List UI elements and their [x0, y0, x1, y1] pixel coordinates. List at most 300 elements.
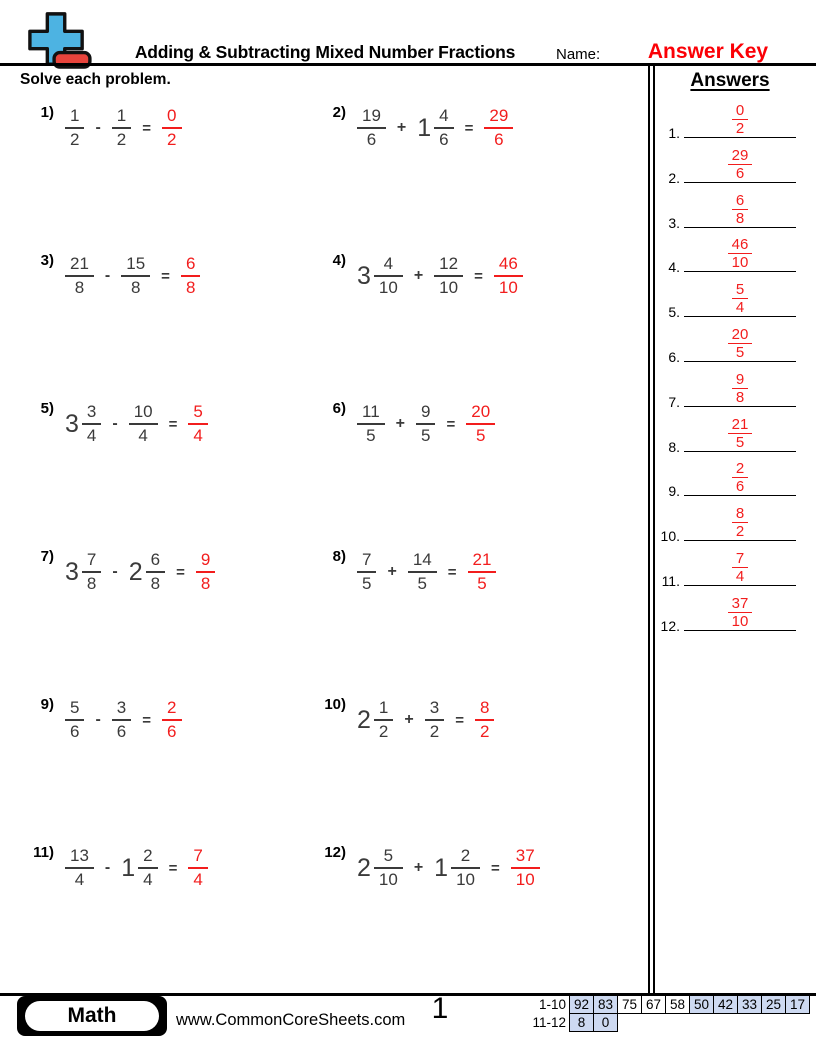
answer-fraction [728, 327, 753, 360]
fraction-term [65, 107, 84, 149]
fraction-numerator: 3 [116, 698, 127, 718]
operator-sign: + [396, 119, 407, 136]
fraction-denominator: 10 [728, 253, 753, 270]
fraction-numerator: 9 [421, 402, 431, 422]
whole-number: 3 [65, 409, 79, 438]
equals-sign: = [446, 415, 456, 433]
fraction-numerator: 29 [489, 106, 509, 126]
answer-fraction-wrap [684, 596, 796, 629]
fraction [374, 847, 403, 889]
fraction [408, 551, 437, 593]
fraction-denominator: 8 [196, 571, 215, 593]
answer-number: 12. [660, 617, 680, 634]
answer-fraction [732, 193, 748, 226]
grade-cell: 33 [737, 995, 762, 1014]
answer-fraction [732, 506, 748, 539]
answer-blank-line [684, 182, 796, 183]
answer-item [656, 324, 800, 365]
fraction-numerator: 21 [472, 550, 492, 570]
answer-fraction-wrap [684, 372, 796, 405]
problem [26, 100, 182, 156]
fraction-numerator: 10 [133, 402, 153, 422]
fraction [65, 699, 84, 741]
answer-number: 10. [660, 528, 680, 545]
fraction [138, 847, 157, 889]
answer-fraction-wrap [684, 551, 796, 584]
fraction-numerator: 7 [193, 846, 203, 866]
answer-fraction-wrap [684, 148, 796, 181]
grade-cell: 8 [569, 1013, 594, 1032]
fraction-denominator: 6 [732, 477, 748, 494]
whole-number: 3 [357, 261, 371, 290]
answer-fraction [732, 282, 748, 315]
problem [26, 840, 208, 896]
grade-cell: 42 [713, 995, 738, 1014]
answer-blank-line [684, 451, 796, 452]
fraction-numerator: 1 [116, 106, 127, 126]
fraction-numerator: 4 [439, 106, 449, 126]
fraction-numerator: 14 [412, 550, 432, 570]
problem-number: 4) [332, 252, 346, 269]
fraction-denominator: 8 [146, 571, 165, 593]
fraction-denominator: 4 [732, 298, 748, 315]
problem-number: 6) [332, 400, 346, 417]
fraction [357, 403, 385, 445]
fraction-numerator: 5 [383, 846, 394, 866]
operator-sign: + [413, 267, 424, 284]
fraction-denominator: 8 [732, 388, 748, 405]
fraction-term [408, 551, 437, 593]
fraction-numerator: 2 [460, 846, 471, 866]
name-label: Name: [556, 46, 601, 63]
problem [318, 100, 513, 156]
answer-fraction-wrap [684, 461, 796, 494]
fraction [374, 255, 403, 297]
answer-item [656, 100, 800, 141]
fraction-numerator: 2 [143, 846, 153, 866]
page-title: Adding & Subtracting Mixed Number Fractions [134, 42, 516, 62]
fraction-numerator: 2 [167, 698, 177, 718]
equals-sign: = [474, 267, 483, 285]
fraction-denominator: 5 [357, 571, 376, 593]
answer-number: 4. [668, 259, 680, 276]
equals-sign: = [464, 119, 474, 137]
grade-cell: 17 [785, 995, 810, 1014]
answer-fraction [188, 847, 207, 889]
fraction [357, 107, 386, 149]
instructions-text: Solve each problem. [20, 71, 171, 88]
answer-blank-line [684, 316, 796, 317]
fraction-denominator: 5 [728, 343, 753, 360]
answer-number: 3. [668, 214, 680, 231]
grade-cell: 92 [569, 995, 594, 1014]
answer-blank-line [684, 361, 796, 362]
grade-cell: 0 [593, 1013, 618, 1032]
fraction-numerator: 6 [185, 254, 196, 274]
fraction-denominator: 10 [511, 867, 540, 889]
fraction-numerator: 21 [70, 254, 89, 274]
fraction-numerator: 0 [167, 106, 177, 126]
answer-number: 7. [668, 393, 680, 410]
answer-fraction [181, 255, 200, 297]
fraction-numerator: 8 [735, 505, 745, 523]
answer-item [656, 279, 800, 321]
fraction-denominator: 4 [138, 867, 157, 889]
fraction-denominator: 4 [188, 867, 207, 889]
equals-sign: = [447, 563, 457, 581]
fraction [129, 403, 158, 445]
fraction-denominator: 8 [181, 275, 200, 297]
equals-sign: = [161, 267, 170, 285]
answer-fraction [188, 403, 207, 445]
fraction-denominator: 2 [374, 719, 393, 741]
answer-fraction [484, 107, 513, 149]
problem-number: 9) [40, 696, 54, 713]
fraction-denominator: 5 [468, 571, 497, 593]
grading-table [530, 995, 810, 1032]
fraction-numerator: 37 [731, 594, 749, 612]
fraction-numerator: 37 [515, 846, 535, 866]
fraction-denominator: 6 [434, 127, 453, 149]
problem-number: 12) [324, 844, 346, 861]
fraction-numerator: 3 [429, 698, 440, 718]
fraction-term [357, 403, 385, 445]
grade-cell: 25 [761, 995, 786, 1014]
answer-fraction [732, 103, 748, 136]
problem-number: 8) [332, 548, 346, 565]
fraction-term [434, 255, 463, 297]
operator-sign: - [95, 119, 101, 136]
fraction-denominator: 6 [728, 164, 753, 181]
answer-fraction-wrap [684, 103, 796, 136]
answer-fraction [468, 551, 497, 593]
operator-sign: - [112, 415, 118, 432]
problem-number: 7) [40, 548, 54, 565]
answers-panel-divider [648, 63, 655, 993]
grade-row [530, 1013, 810, 1032]
fraction-denominator: 6 [112, 719, 131, 741]
answer-fraction [728, 148, 753, 181]
answer-number: 6. [668, 349, 680, 365]
fraction [374, 699, 393, 741]
answer-fraction [732, 372, 748, 405]
fraction-term [121, 847, 157, 889]
operator-sign: + [387, 563, 397, 580]
fraction-denominator: 10 [494, 275, 523, 297]
fraction-term [357, 847, 403, 889]
fraction-numerator: 4 [383, 254, 394, 274]
operator-sign: - [95, 711, 101, 728]
answer-fraction-wrap [684, 193, 796, 226]
fraction-numerator: 7 [735, 550, 745, 567]
fraction-denominator: 2 [732, 119, 748, 136]
answer-blank-line [684, 585, 796, 586]
equals-sign: = [168, 415, 178, 433]
page-number: 1 [431, 992, 449, 1025]
fraction-denominator: 10 [728, 612, 753, 629]
operator-sign: - [104, 267, 111, 284]
fraction-numerator: 19 [362, 106, 381, 126]
answer-item [656, 190, 800, 231]
fraction-denominator: 2 [65, 127, 84, 149]
answer-fraction [732, 551, 748, 584]
fraction-denominator: 4 [65, 867, 94, 889]
problem-number: 2) [332, 104, 346, 121]
fraction-numerator: 6 [735, 191, 745, 209]
answer-fraction [511, 847, 540, 889]
answer-blank-line [684, 271, 796, 272]
problem [26, 692, 182, 748]
fraction-denominator: 4 [188, 423, 207, 445]
answer-blank-line [684, 495, 796, 496]
grade-cell: 83 [593, 995, 618, 1014]
equals-sign: = [142, 711, 152, 729]
fraction-term [357, 255, 403, 297]
answer-blank-line [684, 630, 796, 631]
fraction-term [112, 699, 131, 741]
fraction-denominator: 8 [82, 571, 101, 593]
answer-blank-line [684, 406, 796, 407]
whole-number: 1 [434, 853, 449, 882]
fraction-numerator: 12 [439, 254, 459, 274]
answer-item [656, 234, 800, 276]
fraction-term [112, 107, 131, 149]
fraction-term [65, 551, 101, 593]
problem-number: 11) [33, 844, 54, 861]
answer-number: 1. [668, 125, 680, 141]
answer-fraction [728, 596, 753, 629]
fraction-term [357, 699, 393, 741]
fraction-denominator: 6 [357, 127, 386, 149]
fraction-denominator: 2 [425, 719, 444, 741]
problem [318, 692, 494, 748]
problem [26, 248, 200, 304]
operator-sign: + [413, 859, 424, 876]
fraction-denominator: 2 [732, 522, 748, 539]
fraction-numerator: 1 [70, 106, 80, 126]
fraction [416, 403, 435, 445]
subject-badge-label: Math [25, 1001, 159, 1031]
fraction-term [65, 403, 101, 445]
fraction [121, 255, 150, 297]
grade-row-label: 1-10 [538, 997, 566, 1012]
equals-sign: = [142, 119, 152, 137]
fraction-numerator: 5 [193, 402, 203, 422]
fraction-term [129, 551, 165, 593]
answer-number: 2. [668, 169, 680, 186]
problem [318, 396, 495, 452]
whole-number: 2 [128, 557, 143, 586]
fraction-denominator: 10 [374, 275, 403, 297]
answer-item [656, 369, 800, 410]
fraction-numerator: 9 [200, 550, 211, 570]
answer-blank-line [684, 137, 796, 138]
fraction [112, 699, 131, 741]
answer-item [656, 414, 800, 455]
equals-sign: = [176, 563, 185, 581]
fraction-denominator: 6 [65, 719, 84, 741]
fraction-denominator: 10 [451, 867, 480, 889]
problem-number: 10) [324, 696, 346, 713]
answer-item [656, 145, 800, 186]
fraction-numerator: 46 [498, 254, 518, 274]
header-divider [0, 63, 816, 66]
fraction-term [434, 847, 480, 889]
fraction-denominator: 6 [484, 127, 513, 149]
fraction-term [65, 847, 94, 889]
fraction-denominator: 4 [129, 423, 158, 445]
operator-sign: - [104, 859, 111, 876]
fraction [451, 847, 480, 889]
answer-number: 11. [661, 573, 680, 589]
problem [26, 396, 208, 452]
fraction-numerator: 20 [471, 402, 491, 422]
answer-fraction [732, 461, 748, 494]
problem-number: 1) [40, 104, 54, 121]
grade-cell: 50 [689, 995, 714, 1014]
fraction [357, 551, 376, 593]
fraction-numerator: 21 [731, 415, 749, 433]
fraction-term [416, 403, 435, 445]
fraction-denominator: 2 [162, 127, 181, 149]
answer-number: 5. [668, 304, 680, 321]
operator-sign: + [404, 711, 414, 728]
fraction-term [65, 255, 94, 297]
fraction-numerator: 2 [735, 460, 745, 478]
answer-fraction [196, 551, 215, 593]
answer-fraction-wrap [684, 506, 796, 539]
answers-title: Answers [690, 70, 770, 91]
fraction-numerator: 5 [735, 281, 745, 299]
whole-number: 1 [121, 853, 136, 882]
operator-sign: - [112, 563, 118, 580]
subject-badge [17, 996, 167, 1036]
answer-fraction [162, 699, 181, 741]
answer-number: 8. [668, 438, 680, 455]
answer-fraction [728, 237, 753, 270]
grade-cell: 67 [641, 995, 666, 1014]
fraction-term [65, 699, 84, 741]
fraction-denominator: 8 [65, 275, 94, 297]
answer-fraction-wrap [684, 237, 796, 270]
fraction-numerator: 7 [362, 550, 372, 570]
whole-number: 3 [65, 557, 79, 586]
problem [26, 544, 215, 600]
answer-item [656, 593, 800, 634]
fraction-denominator: 5 [408, 571, 437, 593]
fraction [65, 255, 94, 297]
fraction [146, 551, 165, 593]
fraction-term [357, 551, 376, 593]
grade-row-label: 11-12 [532, 1015, 566, 1030]
answer-blank-line [684, 227, 796, 228]
fraction-denominator: 6 [162, 719, 181, 741]
fraction-denominator: 4 [732, 567, 748, 584]
fraction-denominator: 2 [112, 127, 131, 149]
grade-cell: 75 [617, 995, 642, 1014]
answer-blank-line [684, 540, 796, 541]
grade-cell: 58 [665, 995, 690, 1014]
fraction-numerator: 20 [731, 326, 749, 343]
fraction-numerator: 8 [479, 698, 490, 718]
fraction-denominator: 5 [416, 423, 435, 445]
answer-key-text: Answer Key [647, 40, 769, 63]
fraction-term [129, 403, 158, 445]
whole-number: 1 [417, 113, 432, 142]
problem-number: 3) [40, 252, 54, 269]
answer-item [656, 548, 800, 589]
fraction-denominator: 4 [82, 423, 101, 445]
fraction-numerator: 29 [731, 146, 749, 164]
fraction [82, 403, 101, 445]
fraction-numerator: 6 [150, 550, 161, 570]
plus-minus-icon [20, 10, 94, 70]
answer-fraction [475, 699, 494, 741]
fraction-numerator: 1 [378, 698, 389, 718]
problem [318, 544, 496, 600]
fraction [434, 107, 453, 149]
fraction [65, 847, 94, 889]
problem [318, 248, 523, 304]
fraction-numerator: 15 [126, 254, 146, 274]
answer-fraction-wrap [684, 327, 796, 360]
fraction-denominator: 8 [732, 209, 748, 226]
fraction-denominator: 10 [434, 275, 463, 297]
problem-number: 5) [40, 400, 54, 417]
answer-fraction-wrap [684, 282, 796, 315]
equals-sign: = [491, 859, 500, 877]
answer-item [656, 458, 800, 500]
fraction-numerator: 11 [362, 402, 380, 422]
fraction-denominator: 5 [357, 423, 385, 445]
fraction-numerator: 46 [731, 236, 749, 254]
equals-sign: = [168, 859, 178, 877]
fraction [425, 699, 444, 741]
grade-row [530, 995, 810, 1014]
equals-sign: = [455, 711, 464, 729]
operator-sign: + [395, 415, 405, 432]
fraction [65, 107, 84, 149]
answer-item [656, 503, 800, 545]
whole-number: 2 [357, 705, 371, 734]
fraction-denominator: 2 [475, 719, 494, 741]
fraction-numerator: 0 [735, 102, 745, 119]
fraction-term [417, 107, 453, 149]
website-url: www.CommonCoreSheets.com [176, 1011, 406, 1029]
fraction-numerator: 9 [735, 370, 745, 388]
fraction-denominator: 5 [728, 433, 753, 450]
fraction [82, 551, 101, 593]
fraction-term [121, 255, 150, 297]
fraction-term [425, 699, 444, 741]
fraction-numerator: 13 [70, 846, 89, 866]
answer-fraction [162, 107, 181, 149]
answer-fraction [494, 255, 523, 297]
fraction-numerator: 3 [86, 402, 97, 422]
problem [318, 840, 540, 896]
fraction-numerator: 5 [70, 698, 80, 718]
answer-fraction-wrap [684, 417, 796, 450]
fraction-numerator: 7 [86, 550, 97, 570]
answer-number: 9. [668, 483, 680, 500]
fraction [112, 107, 131, 149]
whole-number: 2 [357, 853, 371, 882]
fraction-term [357, 107, 386, 149]
fraction [434, 255, 463, 297]
answer-fraction [466, 403, 495, 445]
fraction-denominator: 5 [466, 423, 495, 445]
fraction-denominator: 10 [374, 867, 403, 889]
